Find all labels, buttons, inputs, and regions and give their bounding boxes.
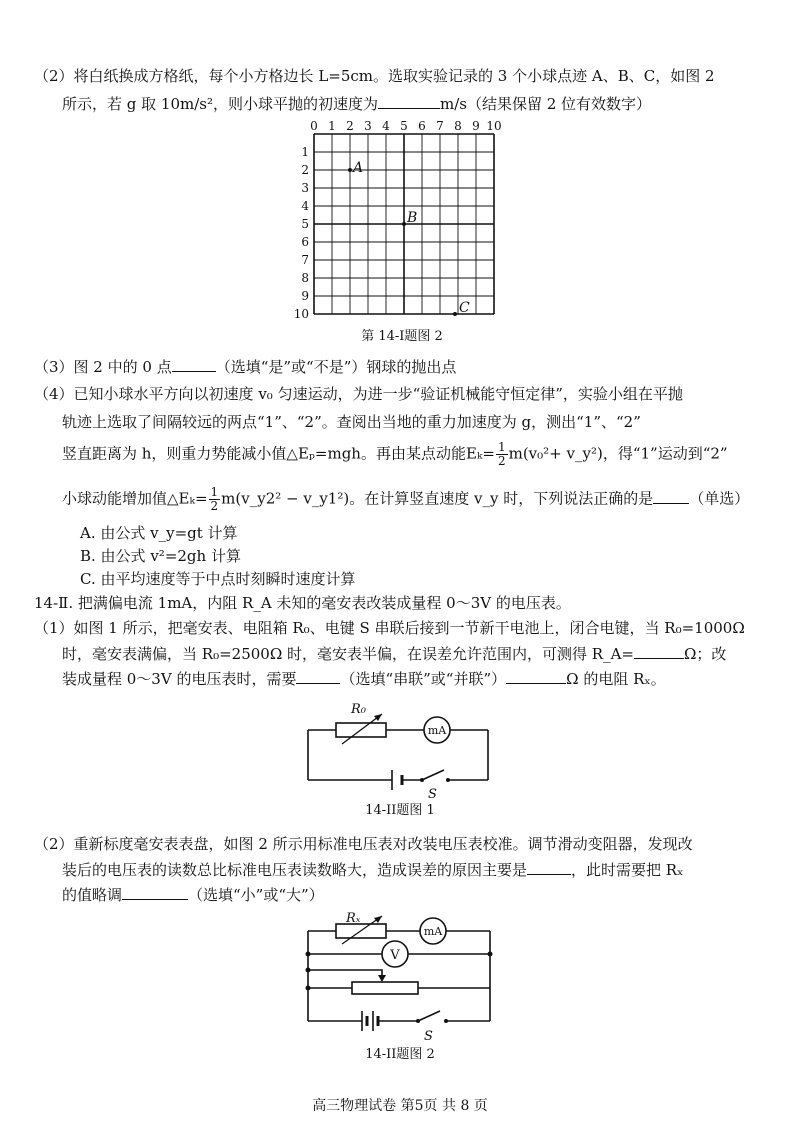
answer-blank-part4[interactable] — [653, 489, 689, 504]
circuit2-caption: 14-II题图 2 — [365, 1047, 435, 1062]
rheostat-box — [352, 982, 418, 994]
answer-blank-cause[interactable] — [527, 860, 571, 875]
switch-contact-right-2 — [444, 1019, 448, 1023]
point-a-label: A — [353, 160, 364, 176]
grid-caption: 第 14-I题图 2 — [361, 329, 443, 344]
part3-text: （3）图 2 中的 0 点 — [34, 358, 172, 376]
section2-p1-line3-tail: Ω 的电阻 Rₓ。 — [566, 670, 666, 688]
part4-line4-mid: m(v_y2² − v_y1²)。在计算竖直速度 v_y 时，下列说法正确的是 — [221, 489, 654, 508]
grid-top-label: 3 — [364, 119, 372, 133]
grid-top-label: 1 — [328, 119, 336, 133]
rheostat-slider-arrow — [378, 975, 386, 982]
variable-arrowhead-rx — [374, 916, 382, 923]
option-c: C. 由平均速度等于中点时刻瞬时速度计算 — [80, 570, 356, 588]
grid-left-label: 3 — [301, 181, 309, 195]
r0-label: R₀ — [351, 702, 366, 717]
point-c-dot — [453, 312, 457, 316]
section2-p2-line3-text: 的值略调 — [62, 886, 123, 904]
section2-title: 14-Ⅱ. 把满偏电流 1mA，内阻 R_A 未知的毫安表改装成量程 0～3V 的电压表。 — [34, 594, 571, 612]
answer-blank-v0[interactable] — [378, 94, 440, 109]
grid-left-label: 10 — [293, 307, 309, 321]
answer-blank-rx[interactable] — [506, 669, 566, 684]
part2-line2-tail: m/s（结果保留 2 位有效数字） — [439, 95, 652, 113]
node-dot-1 — [306, 952, 311, 957]
grid-left-label: 7 — [301, 253, 309, 267]
part4-line4-tail: （单选） — [689, 489, 750, 508]
option-a: A. 由公式 v_y=gt 计算 — [80, 524, 238, 542]
grid-left-label: 4 — [301, 199, 309, 213]
section2-p1-line2-tail: Ω；改 — [684, 645, 727, 663]
grid-left-label: 5 — [301, 217, 309, 231]
part4-line1: （4）已知小球水平方向以初速度 v₀ 匀速运动，为进一步“验证机械能守恒定律”，实验小组在平抛 — [34, 385, 683, 403]
option-b: B. 由公式 v²=2gh 计算 — [80, 547, 241, 565]
grid-top-label: 7 — [436, 119, 444, 133]
grid-left-label: 8 — [301, 271, 309, 285]
part4-line4-text: 小球动能增加值△Eₖ= — [62, 489, 208, 508]
point-a-dot — [348, 168, 352, 172]
switch-label-2: S — [424, 1029, 433, 1044]
grid-top-label: 9 — [472, 119, 480, 133]
section2-p2-line2-text: 装后的电压表的读数总比标准电压表读数略大，造成误差的原因主要是 — [62, 861, 528, 879]
switch-contact-right — [446, 778, 450, 782]
switch-contact-left — [420, 778, 424, 782]
switch-contact-left-2 — [416, 1019, 420, 1023]
circuit-figure-2 — [0, 906, 800, 1066]
grid-top-labels — [310, 119, 501, 133]
rx-label: Rₓ — [346, 911, 361, 926]
grid-top-label: 4 — [382, 119, 390, 133]
point-b-label: B — [407, 210, 418, 226]
fraction-half-2: $\frac{1}{2}$ — [210, 485, 219, 513]
section2-p1-line2-text: 时，毫安表满偏，当 R₀=2500Ω 时，毫安表半偏，在误差允许范围内，可测得 R_A= — [62, 645, 634, 663]
variable-arrowhead-r0 — [374, 714, 382, 721]
grid-top-label: 5 — [400, 119, 408, 133]
node-dot-2 — [488, 952, 493, 957]
part3-tail: （选填“是”或“不是”）钢球的抛出点 — [215, 358, 457, 376]
node-dot-3 — [306, 968, 311, 973]
section2-p2-line2-tail: ，此时需要把 Rₓ — [571, 861, 684, 879]
circuit-figure-1 — [0, 694, 800, 824]
section2-p1-line3-text: 装成量程 0～3V 的电压表时，需要 — [62, 670, 297, 688]
part2-line2-text: 所示，若 g 取 10m/s²，则小球平抛的初速度为 — [62, 95, 378, 113]
grid-left-labels — [294, 145, 310, 321]
answer-blank-connection[interactable] — [296, 669, 340, 684]
voltmeter-label: V — [390, 948, 400, 963]
part2-line2 — [62, 94, 651, 114]
part4-line3-text: 竖直距离为 h，则重力势能减小值△Eₚ=mgh。再由某点动能Eₖ= — [62, 444, 495, 463]
part4-line4 — [62, 486, 749, 513]
section2-p2-line3 — [62, 885, 324, 905]
node-dot-4 — [306, 986, 311, 991]
part4-line2: 轨迹上选取了间隔较远的两点“1”、“2”。查阅出当地的重力加速度为 g，测出“1”、“2” — [62, 413, 641, 431]
grid-left-label: 9 — [301, 289, 309, 303]
milliammeter-label-2: mA — [423, 925, 443, 938]
grid-figure — [0, 118, 800, 358]
section2-p1-line1: （1）如图 1 所示，把毫安表、电阻箱 R₀、电键 S 串联后接到一节新干电池上，闭合电键，当 R₀=1000Ω — [34, 619, 745, 637]
circuit1-caption: 14-II题图 1 — [365, 803, 435, 818]
answer-blank-adjust[interactable] — [122, 885, 188, 900]
section2-p1-line2 — [62, 644, 726, 664]
section2-p1-line3 — [62, 669, 666, 689]
milliammeter-label: mA — [427, 724, 447, 737]
grid-left-label: 1 — [301, 145, 309, 159]
answer-blank-ra[interactable] — [634, 644, 684, 659]
part2-line1: （2）将白纸换成方格纸，每个小方格边长 L=5cm。选取实验记录的 3 个小球点迹 A、B、C，如图 2 — [34, 67, 715, 85]
point-b-dot — [402, 222, 406, 226]
section2-p2-line2 — [62, 860, 683, 880]
fraction-half: $\frac{1}{2}$ — [497, 440, 506, 468]
grid-top-label: 2 — [346, 119, 354, 133]
part4-line3 — [62, 441, 728, 468]
grid-top-label: 10 — [486, 119, 502, 133]
section2-p2-line3-tail: （选填“小”或“大”） — [188, 886, 324, 904]
section2-p1-line3-mid: （选填“串联”或“并联”） — [340, 670, 507, 688]
grid-left-label: 2 — [301, 163, 309, 177]
grid-left-label: 6 — [301, 235, 309, 249]
grid-top-label: 0 — [310, 119, 318, 133]
grid-top-label: 8 — [454, 119, 462, 133]
answer-blank-part3[interactable] — [172, 357, 216, 372]
grid-top-label: 6 — [418, 119, 426, 133]
part3-line — [34, 357, 456, 377]
part4-line3-tail: m(v₀²+ v_y²)，得“1”运动到“2” — [508, 444, 728, 463]
page-footer: 高三物理试卷 第5页 共 8 页 — [312, 1098, 488, 1114]
point-c-label: C — [459, 300, 470, 316]
switch-label: S — [428, 787, 437, 802]
section2-p2-line1: （2）重新标度毫安表表盘，如图 2 所示用标准电压表对改装电压表校准。调节滑动变阻器，发现改 — [34, 835, 693, 853]
